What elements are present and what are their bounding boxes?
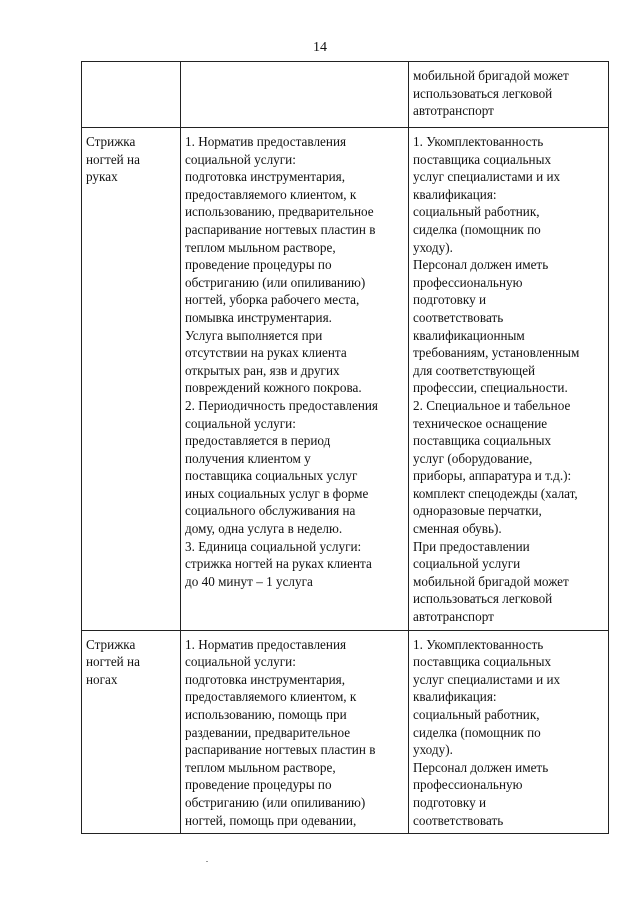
text-line: социальной услуги: (185, 654, 296, 670)
text-line: поставщика социальных (413, 654, 552, 670)
text-line: теплом мыльном растворе, (185, 759, 336, 775)
text-line: отсутствии на руках клиента (185, 345, 347, 361)
service-conditions-cell (409, 62, 609, 128)
text-line: предоставляется в период (185, 433, 331, 449)
text-line: техническое оснащение (413, 415, 548, 431)
text-line: поставщика социальных (413, 433, 552, 449)
text-line: мобильной бригадой может (413, 68, 569, 83)
text-line: использоваться легковой (413, 591, 553, 607)
text-line: уходу). (413, 239, 453, 255)
service-name-cell (82, 128, 181, 631)
text-line: ногтей на (86, 151, 140, 167)
text-line: услуг (оборудование, (413, 450, 533, 466)
text-line: использоваться легковой (413, 85, 553, 101)
service-standard-cell (181, 128, 409, 631)
text-line: до 40 минут – 1 услуга (185, 573, 313, 589)
text-line: сиделка (помощник по (413, 724, 541, 740)
text-line: предоставляемого клиентом, к (185, 186, 357, 202)
text-line: уходу). (413, 742, 453, 758)
text-line: помывка инструментария. (185, 309, 332, 325)
text-line: одноразовые перчатки, (413, 503, 542, 519)
text-line: социальной услуги: (185, 415, 296, 431)
service-name-cell (82, 62, 181, 128)
text-line: для соответствующей (413, 362, 536, 378)
text-line: требованиям, установленным (413, 345, 580, 361)
text-line: поставщика социальных услуг (185, 468, 358, 484)
text-line: соответствовать (413, 309, 504, 325)
page-number: 14 (313, 40, 327, 55)
text-line: профессиональную (413, 777, 523, 793)
service-conditions-cell (409, 128, 609, 631)
text-line: социальной услуги (413, 556, 521, 572)
text-line: ногтей, помощь при одевании, (185, 812, 357, 828)
text-line: Персонал должен иметь (413, 759, 549, 775)
text-line: получения клиентом у (185, 450, 311, 466)
text-line: Персонал должен иметь (413, 257, 549, 273)
text-line: проведение процедуры по (185, 257, 332, 273)
text-line: поставщика социальных (413, 151, 552, 167)
service-name-cell (82, 630, 181, 834)
text-line: подготовка инструментария, (185, 671, 346, 687)
text-line: дому, одна услуга в неделю. (185, 521, 343, 537)
text-line: использованию, предварительное (185, 204, 374, 220)
text-line: предоставляемого клиентом, к (185, 689, 357, 705)
text-line: использованию, помощь при (185, 707, 347, 722)
text-line: сиделка (помощник по (413, 221, 541, 237)
service-conditions-cell (409, 630, 609, 834)
service-standard-cell (181, 62, 409, 128)
text-line: ногтей, уборка рабочего места, (185, 292, 360, 308)
text-line: 1. Норматив предоставления (185, 636, 347, 652)
text-line: обстриганию (или опиливанию) (185, 794, 366, 810)
services-table (81, 61, 609, 834)
text-line: мобильной бригадой может (413, 573, 569, 589)
text-line: автотранспорт (413, 609, 494, 625)
text-line: 1. Норматив предоставления (185, 134, 347, 149)
text-line: квалификационным (413, 327, 525, 343)
service-standard-cell (181, 630, 409, 834)
text-line: открытых ран, язв и других (185, 362, 340, 378)
text-line: Стрижка (86, 636, 136, 652)
table-row-foot-nail-trimming (82, 630, 609, 834)
text-line: подготовка инструментария, (185, 169, 346, 185)
table-row-hand-nail-trimming (82, 128, 609, 631)
text-line: профессии, специальности. (413, 380, 568, 396)
text-line: квалификация: (413, 689, 497, 705)
text-line: теплом мыльном растворе, (185, 239, 336, 255)
text-line: повреждений кожного покрова. (185, 380, 362, 396)
text-line: 3. Единица социальной услуги: (185, 538, 362, 554)
text-line: стрижка ногтей на руках клиента (185, 556, 372, 572)
text-line: Услуга выполняется при (185, 327, 323, 343)
text-line: услуг специалистами и их (413, 169, 561, 185)
text-line: обстриганию (или опиливанию) (185, 274, 366, 290)
text-line: квалификация: (413, 186, 497, 202)
text-line: комплект спецодежды (халат, (413, 485, 578, 501)
text-line: раздевании, предварительное (185, 724, 351, 740)
text-line: распаривание ногтевых пластин в (185, 742, 376, 758)
text-line: профессиональную (413, 274, 523, 290)
text-line: 1. Укомплектованность (413, 134, 544, 149)
text-line: Стрижка (86, 134, 136, 149)
text-line: сменная обувь). (413, 521, 502, 537)
text-line: 2. Специальное и табельное (413, 397, 571, 413)
text-line: руках (86, 169, 118, 185)
text-line: ногах (86, 671, 118, 687)
text-line: иных социальных услуг в форме (185, 485, 369, 501)
text-line: 2. Периодичность предоставления (185, 397, 378, 413)
scan-speck (206, 861, 208, 862)
table-row-continuation (82, 62, 609, 128)
text-line: автотранспорт (413, 103, 494, 119)
text-line: проведение процедуры по (185, 777, 332, 793)
text-line: 1. Укомплектованность (413, 636, 544, 652)
text-line: соответствовать (413, 812, 504, 828)
text-line: При предоставлении (413, 538, 530, 554)
text-line: услуг специалистами и их (413, 671, 561, 687)
text-line: приборы, аппаратура и т.д.): (413, 468, 572, 484)
text-line: распаривание ногтевых пластин в (185, 221, 376, 237)
text-line: социального обслуживания на (185, 503, 356, 519)
text-line: ногтей на (86, 654, 140, 670)
text-line: подготовку и (413, 292, 487, 308)
text-line: социальный работник, (413, 204, 540, 220)
text-line: социальной услуги: (185, 151, 296, 167)
text-line: подготовку и (413, 794, 487, 810)
text-line: социальный работник, (413, 707, 540, 722)
